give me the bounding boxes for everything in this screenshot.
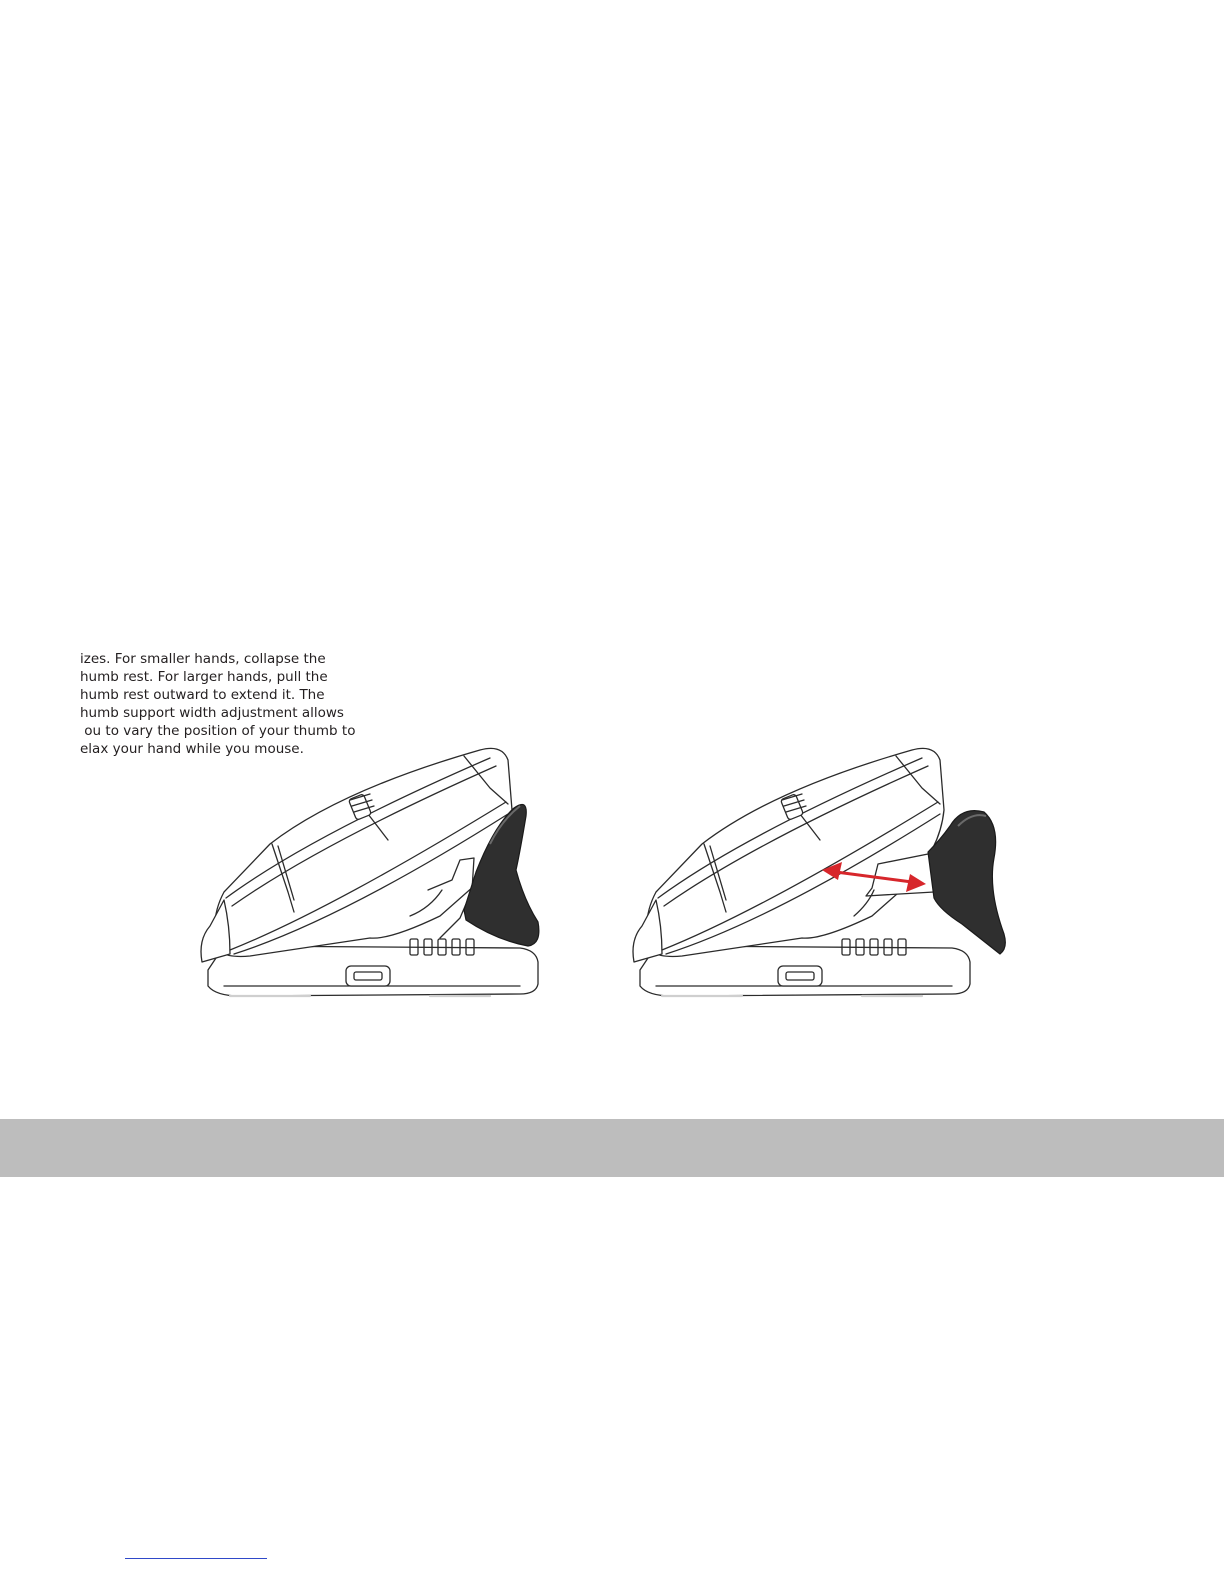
instruction-line: elax your hand while you mouse. [80, 741, 304, 757]
instruction-line: humb rest outward to extend it. The [80, 687, 325, 703]
instruction-line: ou to vary the position of your thumb to [80, 723, 356, 739]
instruction-line: humb rest. For larger hands, pull the [80, 669, 328, 685]
instruction-line: izes. For smaller hands, collapse the [80, 651, 326, 667]
instruction-line: humb support width adjustment allows [80, 705, 344, 721]
vertical-mouse-thumb-rest-collapsed-icon [190, 740, 590, 1020]
mouse-extended-illustration [622, 740, 1022, 1020]
link-underline [125, 1558, 267, 1559]
mouse-collapsed-illustration [190, 740, 590, 1020]
section-divider-band [0, 1119, 1224, 1177]
vertical-mouse-thumb-rest-extended-icon [622, 740, 1022, 1020]
